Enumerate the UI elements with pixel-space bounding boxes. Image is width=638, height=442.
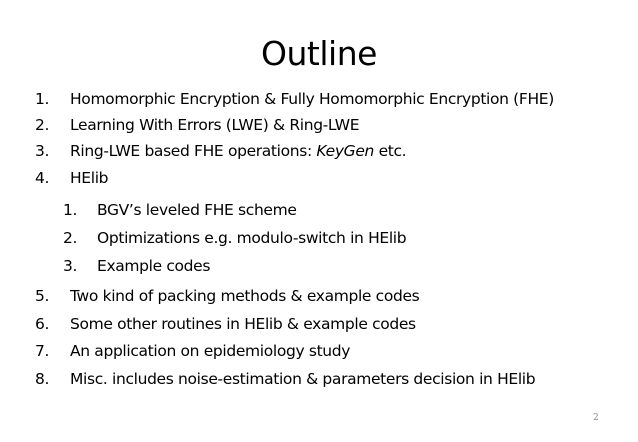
subitem-text: Optimizations e.g. modulo-switch in HElib xyxy=(97,229,407,247)
subitem-number: 1. xyxy=(63,201,78,219)
item-number: 2. xyxy=(35,116,50,134)
item-number: 5. xyxy=(35,287,50,305)
subitem-number: 3. xyxy=(63,257,78,275)
item-number: 1. xyxy=(35,90,50,108)
item-text-part: etc. xyxy=(374,142,407,160)
slide-title: Outline xyxy=(261,34,377,73)
item-text: Some other routines in HElib & example codes xyxy=(70,315,416,333)
item-text: Misc. includes noise-estimation & parameters decision in HElib xyxy=(70,370,536,388)
page-number: 2 xyxy=(593,413,599,423)
subitem-text: Example codes xyxy=(97,257,211,275)
item-text: An application on epidemiology study xyxy=(70,342,351,360)
item-text: Two kind of packing methods & example codes xyxy=(70,287,420,305)
item-number: 7. xyxy=(35,342,50,360)
subitem-text: BGV’s leveled FHE scheme xyxy=(97,201,297,219)
item-text xyxy=(70,141,406,161)
item-number: 3. xyxy=(35,142,50,160)
item-number: 6. xyxy=(35,315,50,333)
item-text: Homomorphic Encryption & Fully Homomorphic Encryption (FHE) xyxy=(70,90,554,108)
item-number: 8. xyxy=(35,370,50,388)
subitem-number: 2. xyxy=(63,229,78,247)
item-text-italic: KeyGen xyxy=(316,142,374,160)
item-text: Learning With Errors (LWE) & Ring-LWE xyxy=(70,116,360,134)
item-number: 4. xyxy=(35,169,50,187)
item-text: HElib xyxy=(70,169,109,187)
item-text-part: Ring-LWE based FHE operations: xyxy=(70,142,317,160)
